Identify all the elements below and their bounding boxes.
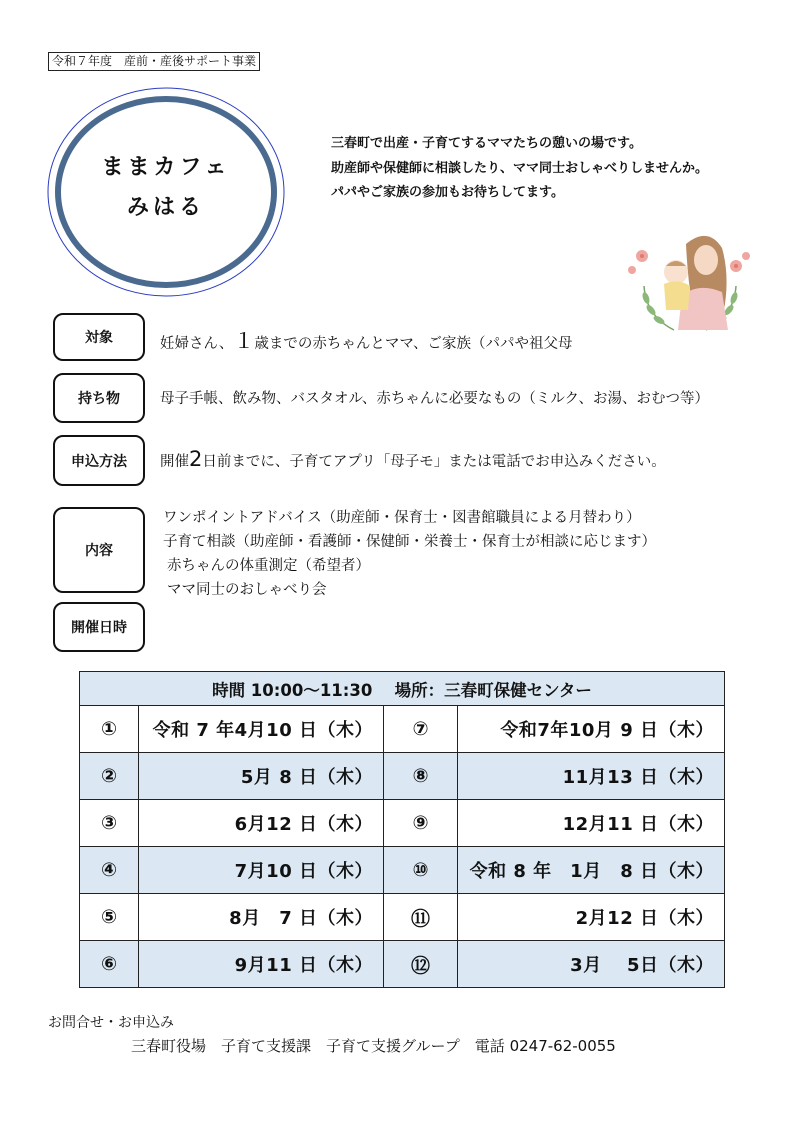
session-date: 8月 7 日（木） [139, 894, 384, 941]
session-date: 2月12 日（木） [458, 894, 725, 941]
table-row [80, 941, 725, 988]
target-text [160, 325, 573, 355]
schedule-header: 時間 10:00～11:30 場所：三春町保健センター [80, 672, 725, 706]
contact-info: 三春町役場 子育て支援課 子育て支援グループ 電話 0247-62-0055 [131, 1037, 616, 1055]
session-date: 令和 8 年 1月 8 日（木） [458, 847, 725, 894]
session-date: 3月 5日（木） [458, 941, 725, 988]
session-date: 6月12 日（木） [139, 800, 384, 847]
session-number: ⑦ [384, 706, 458, 753]
intro-line-3: パパやご家族の参加もお待ちしてます。 [331, 185, 564, 200]
table-row [80, 706, 725, 753]
intro-text [331, 132, 771, 206]
label-application-method: 申込方法 [53, 435, 145, 486]
intro-line-1: 三春町で出産・子育てするママたちの憩いの場です。 [331, 136, 642, 151]
apply-post: 日前までに、子育てアプリ「母子モ」または電話でお申込みください。 [202, 454, 666, 470]
apply-pre: 開催 [160, 454, 189, 470]
apply-days: 2 [189, 447, 203, 471]
table-row [80, 753, 725, 800]
title-line-1: ままカフェ [101, 155, 231, 180]
table-row [80, 894, 725, 941]
session-number: ⑨ [384, 800, 458, 847]
target-age: １ [233, 329, 255, 353]
session-number: ⑤ [80, 894, 139, 941]
session-number: ⑫ [384, 941, 458, 988]
session-number: ③ [80, 800, 139, 847]
label-target: 対象 [53, 313, 145, 361]
title-line-2: みはる [126, 195, 205, 220]
contact-label: お問合せ・お申込み [48, 1015, 174, 1031]
session-number: ② [80, 753, 139, 800]
session-number: ⑪ [384, 894, 458, 941]
content-item: ママ同士のおしゃべり会 [167, 582, 327, 598]
session-date: 5月 8 日（木） [139, 753, 384, 800]
items-to-bring-text: 母子手帳、飲み物、バスタオル、赤ちゃんに必要なもの（ミルク、お湯、おむつ等） [160, 391, 709, 407]
session-date: 令和7年10月 9 日（木） [458, 706, 725, 753]
label-content: 内容 [53, 507, 145, 593]
session-number: ⑩ [384, 847, 458, 894]
session-date: 7月10 日（木） [139, 847, 384, 894]
page-title [46, 148, 286, 228]
table-row [80, 800, 725, 847]
schedule-table [79, 671, 725, 988]
session-number: ④ [80, 847, 139, 894]
content-list [163, 506, 656, 602]
session-date: 11月13 日（木） [458, 753, 725, 800]
session-number: ① [80, 706, 139, 753]
session-date: 12月11 日（木） [458, 800, 725, 847]
target-pre: 妊婦さん、 [160, 336, 234, 352]
mother-baby-illustration [624, 226, 756, 338]
content-item: 赤ちゃんの体重測定（希望者） [167, 558, 370, 574]
program-tag: 令和７年度 産前・産後サポート事業 [48, 52, 260, 71]
content-item: 子育て相談（助産師・看護師・保健師・栄養士・保育士が相談に応じます） [163, 534, 656, 550]
session-date: 令和 7 年4月10 日（木） [139, 706, 384, 753]
application-text [160, 447, 666, 471]
label-dates: 開催日時 [53, 602, 145, 652]
session-number: ⑥ [80, 941, 139, 988]
intro-line-2: 助産師や保健師に相談したり、ママ同士おしゃべりしませんか。 [331, 160, 709, 176]
label-items-to-bring: 持ち物 [53, 373, 145, 423]
session-number: ⑧ [384, 753, 458, 800]
table-row [80, 847, 725, 894]
session-date: 9月11 日（木） [139, 941, 384, 988]
content-item: ワンポイントアドバイス（助産師・保育士・図書館職員による月替わり） [163, 510, 641, 526]
target-post: 歳までの赤ちゃんとママ、ご家族（パパや祖父母 [254, 336, 573, 352]
